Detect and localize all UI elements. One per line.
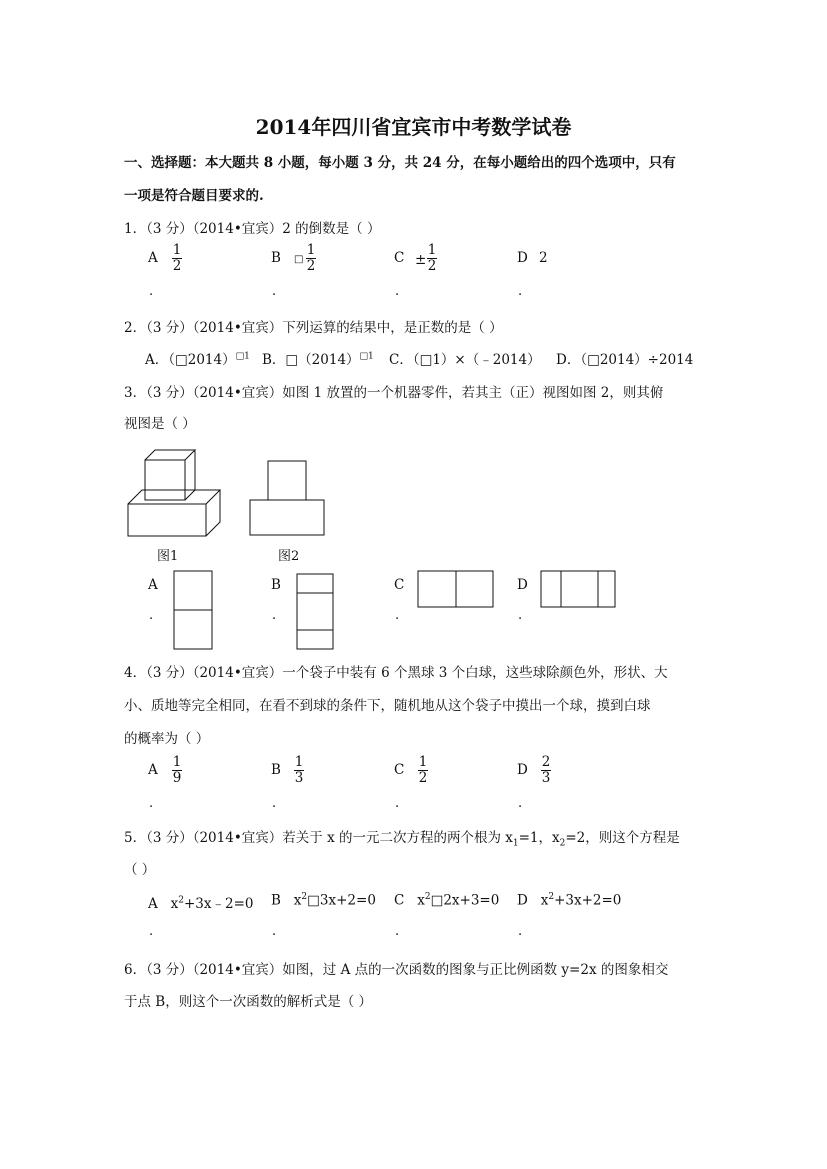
q3-option-b-dot: . [272, 608, 277, 623]
q3-option-a-letter: A [148, 577, 158, 593]
q2-option-d: D．（□2014）÷2014 [556, 352, 694, 368]
fraction-numerator: 1 [172, 754, 182, 770]
fig1-caption: 图1 [157, 549, 179, 564]
q4-option-d-dot: . [518, 796, 523, 811]
q6-stem-line1: 6．（3 分）（2014•宜宾）如图，过 A 点的一次函数的图象与正比例函数 y=2x 的图象相交 [124, 962, 669, 978]
q5-option-c [394, 892, 499, 909]
q3-option-c-dot: . [395, 608, 400, 623]
q1-option-a-dot: . [149, 284, 154, 299]
q1-option-b-letter: B [271, 250, 281, 266]
q6-stem-line2: 于点 B，则这个一次函数的解析式是（ ） [124, 994, 373, 1010]
q1-option-b-fraction [306, 243, 316, 274]
q5-option-d-letter: D [517, 892, 528, 909]
fraction-denominator: 2 [427, 258, 437, 274]
q1-option-d-text: 2 [539, 250, 548, 266]
q2-option-a [145, 348, 250, 368]
q3-option-d-dot: . [518, 608, 523, 623]
section-heading-line1: 一、选择题：本大题共 8 小题，每小题 3 分，共 24 分，在每小题给出的四个选项中，只有 [124, 155, 676, 171]
q1-option-c-fraction [427, 243, 437, 274]
q3-option-b-view-drawing [296, 573, 334, 650]
q5-option-a-rest: +3x﹣2=0 [183, 896, 254, 912]
q5-stem-line1 [124, 826, 680, 849]
q4-option-a-dot: . [149, 796, 154, 811]
q3-option-a-dot: . [149, 608, 154, 623]
q5-subscript-1: 1 [512, 838, 519, 849]
fig2-caption: 图2 [278, 549, 300, 564]
q5-stem-part3: =2，则这个方程是 [565, 830, 680, 846]
q5-option-b-var: x [293, 892, 302, 909]
q5-stem-part1: 5．（3 分）（2014•宜宾）若关于 x 的一元二次方程的两个根为 x [124, 830, 513, 846]
fraction-denominator: 3 [294, 770, 304, 786]
q3-option-c-view-drawing [417, 570, 494, 608]
q3-option-b-letter: B [271, 577, 281, 593]
q3-option-d-letter: D [517, 577, 528, 593]
q5-subscript-2: 2 [559, 838, 566, 849]
q5-stem-part2: =1，x [518, 830, 560, 846]
q5-option-c-rest: □2x+3=0 [430, 892, 500, 909]
q1-option-c-letter: C [394, 250, 405, 266]
q5-option-c-var: x [417, 892, 425, 909]
fraction-numerator: 1 [427, 242, 437, 258]
q5-stem-line2: （ ） [124, 862, 156, 878]
q1-option-b-dot: . [272, 284, 277, 299]
q2-stem: 2．（3 分）（2014•宜宾）下列运算的结果中，是正数的是（ ） [124, 320, 503, 336]
fig2-front-view-drawing [249, 460, 325, 536]
q3-stem-line1: 3．（3 分）（2014•宜宾）如图 1 放置的一个机器零件，若其主（正）视图如图 2，则其俯 [124, 385, 664, 401]
q2-option-b-text: B．□（2014） [262, 352, 360, 368]
q2-option-c: C．（□1）×（﹣2014） [389, 352, 541, 368]
q1-option-d-letter: D [517, 250, 528, 266]
q5-option-d-dot: . [518, 924, 523, 939]
q2-option-b-exponent: □1 [359, 351, 374, 362]
q5-option-b-rest: □3x+2=0 [307, 892, 376, 909]
fraction-numerator: 1 [306, 242, 316, 258]
page-title: 2014年四川省宜宾市中考数学试卷 [255, 115, 572, 139]
q5-option-b-letter: B [271, 892, 281, 909]
q4-option-a-letter: A [148, 762, 158, 778]
fraction-numerator: 2 [541, 754, 551, 770]
q5-option-a-letter: A [148, 896, 158, 912]
q4-stem-line1: 4．（3 分）（2014•宜宾）一个袋子中装有 6 个黑球 3 个白球，这些球除颜色外，形状、大 [124, 665, 668, 681]
section-heading-line2: 一项是符合题目要求的. [124, 188, 264, 204]
fraction-numerator: 1 [172, 242, 182, 258]
q2-option-a-text: A．（□2014） [145, 352, 236, 368]
q1-option-a-fraction [172, 243, 182, 274]
q1-stem: 1．（3 分）（2014•宜宾）2 的倒数是（ ） [124, 221, 381, 237]
fraction-denominator: 3 [541, 770, 551, 786]
q5-option-d-var: x [540, 892, 549, 909]
q1-option-b-prefix: □ [294, 254, 304, 265]
q5-option-a-var: x [170, 896, 179, 912]
fraction-numerator: 1 [418, 754, 428, 770]
q1-option-c-prefix: ± [415, 252, 427, 268]
fraction-numerator: 1 [294, 754, 304, 770]
q4-option-b-letter: B [271, 762, 281, 778]
q5-option-d-exponent: 2 [548, 892, 555, 902]
q5-option-b [271, 892, 376, 909]
q3-option-a-view-drawing [173, 570, 213, 650]
q5-option-a [148, 892, 254, 912]
q5-option-a-exponent: 2 [178, 895, 184, 906]
fraction-denominator: 2 [172, 258, 182, 274]
q4-option-a-fraction [172, 755, 182, 786]
q5-option-c-dot: . [395, 924, 400, 939]
q4-option-b-dot: . [272, 796, 277, 811]
q4-option-c-dot: . [395, 796, 400, 811]
fraction-denominator: 2 [418, 770, 428, 786]
q5-option-c-exponent: 2 [424, 892, 431, 902]
q3-option-d-view-drawing [540, 570, 616, 608]
q5-option-d [517, 892, 621, 909]
q5-option-b-exponent: 2 [301, 892, 308, 902]
q4-option-c-fraction [418, 755, 428, 786]
q5-option-c-letter: C [394, 892, 405, 909]
q2-option-a-exponent: □1 [235, 351, 250, 362]
q5-option-a-dot: . [149, 924, 154, 939]
q5-option-b-dot: . [272, 924, 277, 939]
q1-option-c-dot: . [395, 284, 400, 299]
q4-option-c-letter: C [394, 762, 405, 778]
q4-stem-line3: 的概率为（ ） [124, 731, 210, 747]
fraction-denominator: 2 [306, 258, 316, 274]
fraction-denominator: 9 [172, 770, 182, 786]
q4-stem-line2: 小、质地等完全相同，在看不到球的条件下，随机地从这个袋子中摸出一个球，摸到白球 [124, 698, 651, 714]
q5-option-d-rest: +3x+2=0 [554, 892, 622, 909]
q1-option-a-letter: A [148, 250, 158, 266]
fig1-machine-part-drawing [125, 448, 220, 538]
q3-stem-line2: 视图是（ ） [124, 416, 196, 432]
q2-option-b [262, 348, 374, 368]
q3-option-c-letter: C [394, 577, 405, 593]
q4-option-d-fraction [541, 755, 551, 786]
q4-option-b-fraction [294, 755, 304, 786]
q1-option-d-dot: . [518, 284, 523, 299]
q4-option-d-letter: D [517, 762, 528, 778]
